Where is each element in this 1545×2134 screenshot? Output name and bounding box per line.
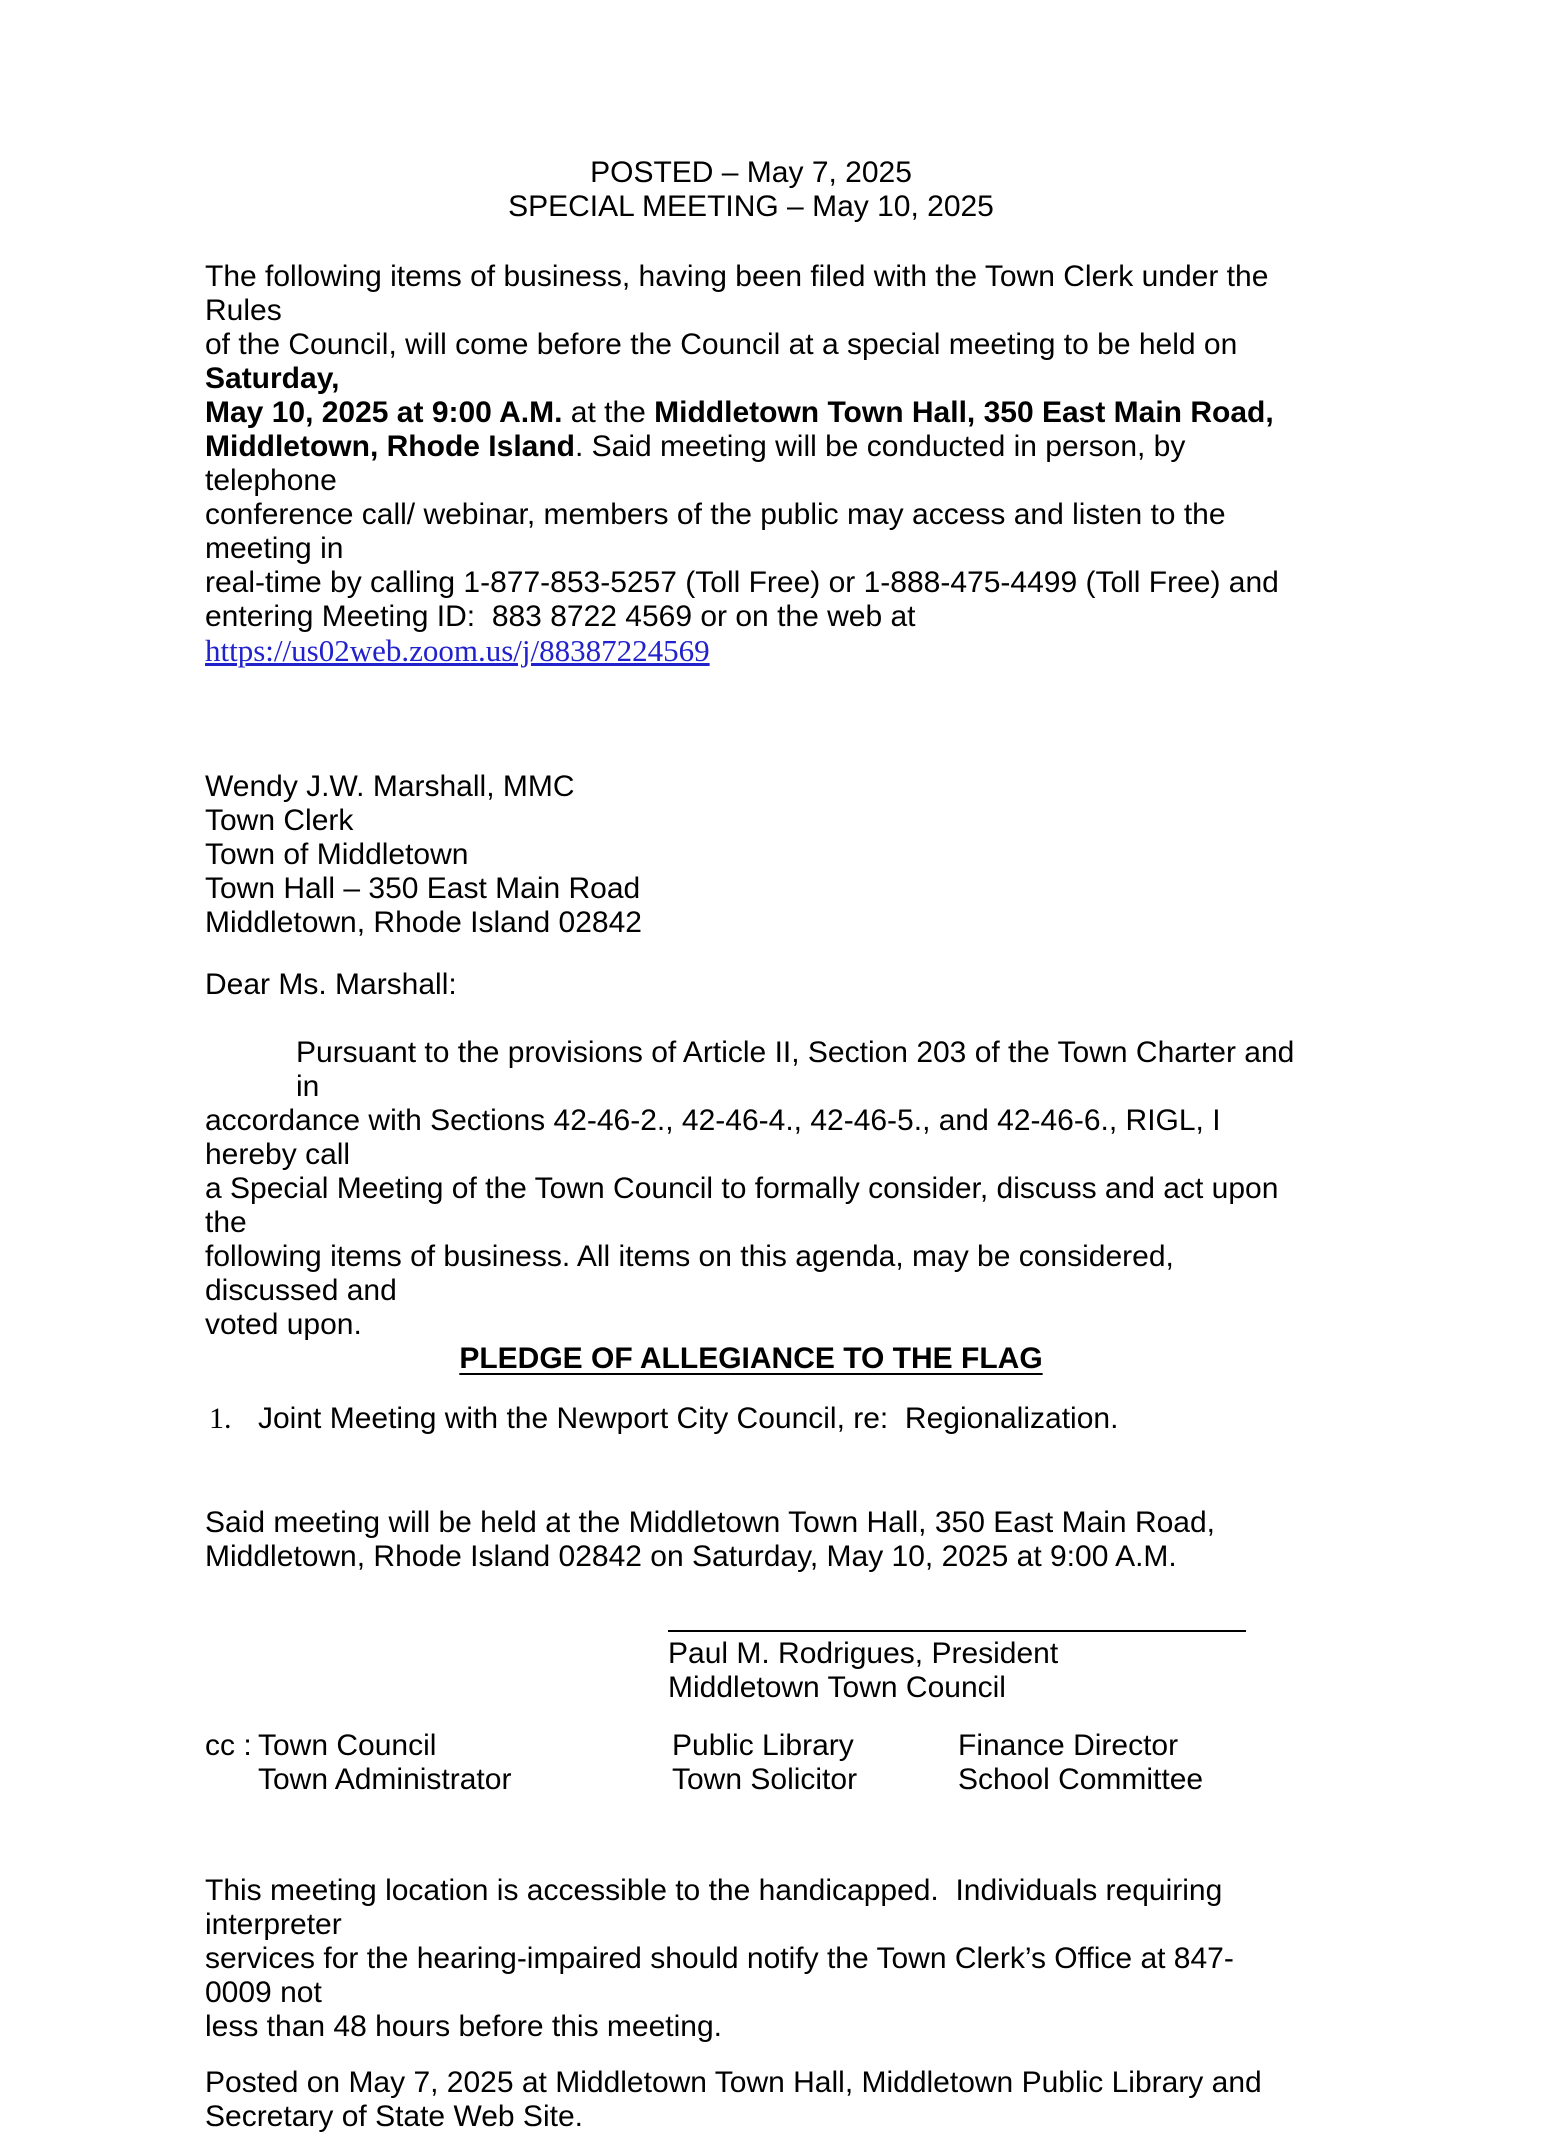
cc-column-1 — [258, 1729, 672, 1797]
text-line: Secretary of State Web Site. — [205, 2100, 583, 2133]
text-line: services for the hearing-impaired should notify the Town Clerk’s Office at 847-0009 not — [205, 1942, 1234, 2009]
text-segment: Middletown Town Hall, 350 East Main Road, — [654, 396, 1274, 429]
zoom-link-line — [205, 634, 1297, 669]
text-line: Town of Middletown — [205, 838, 469, 871]
pledge-heading: PLEDGE OF ALLEGIANCE TO THE FLAG — [459, 1342, 1043, 1375]
text-line: School Committee — [958, 1763, 1204, 1796]
text-line: Said meeting will be held at the Middletown Town Hall, 350 East Main Road, — [205, 1506, 1216, 1539]
recipient-address-block — [205, 770, 1297, 940]
text-line: following items of business. All items on this agenda, may be considered, discussed and — [205, 1240, 1183, 1307]
zoom-meeting-link[interactable]: https://us02web.zoom.us/j/88387224569 — [205, 633, 710, 668]
text-line: This meeting location is accessible to the handicapped. Individuals requiring interpreter — [205, 1874, 1231, 1941]
document-content — [205, 0, 1303, 2134]
posted-heading-line1: POSTED – May 7, 2025 — [590, 156, 912, 189]
cc-column-2 — [672, 1729, 958, 1797]
text-line — [205, 566, 1297, 600]
text-segment: Middletown, Rhode Island — [205, 430, 575, 463]
text-line — [205, 396, 1297, 430]
salutation: Dear Ms. Marshall: — [205, 968, 457, 1001]
meeting-intro-lines — [205, 260, 1297, 634]
text-line — [205, 430, 1297, 498]
text-line: less than 48 hours before this meeting. — [205, 2010, 722, 2043]
signature-name: Paul M. Rodrigues, President — [668, 1637, 1059, 1670]
text-line: Town Solicitor — [672, 1763, 858, 1796]
text-segment: . Said meeting will be conducted in person, by telephone — [205, 430, 1194, 497]
text-line — [205, 600, 1297, 634]
text-segment: entering Meeting ID: 883 8722 4569 or on the web at — [205, 600, 916, 633]
text-line — [205, 260, 1297, 328]
text-line: Public Library — [672, 1729, 854, 1762]
text-line: Posted on May 7, 2025 at Middletown Town Hall, Middletown Public Library and — [205, 2066, 1262, 2099]
text-line: Pursuant to the provisions of Article II, Section 203 of the Town Charter and in — [296, 1036, 1303, 1103]
text-segment: of the Council, will come before the Council at a special meeting to be held on — [205, 328, 1246, 361]
text-line: Town Council — [258, 1729, 437, 1762]
agenda-item-text: Joint Meeting with the Newport City Council, re: Regionalization. — [258, 1402, 1119, 1435]
text-segment: conference call/ webinar, members of the public may access and listen to the meeting in — [205, 498, 1234, 565]
special-meeting-heading-line2: SPECIAL MEETING – May 10, 2025 — [508, 190, 994, 223]
text-line: Town Clerk — [205, 804, 354, 837]
location-paragraph — [205, 1506, 1297, 1574]
cc-column-3 — [958, 1729, 1203, 1797]
text-line — [205, 328, 1297, 396]
posted-note-paragraph — [205, 2066, 1297, 2134]
text-line: Town Administrator — [258, 1763, 512, 1796]
text-segment: May 10, 2025 at 9:00 A.M. — [205, 396, 563, 429]
meeting-intro-paragraph — [205, 260, 1297, 669]
signature-org: Middletown Town Council — [668, 1671, 1006, 1704]
text-line: Finance Director — [958, 1729, 1179, 1762]
signature-block — [668, 1630, 1246, 1705]
text-line: Middletown, Rhode Island 02842 on Saturday, May 10, 2025 at 9:00 A.M. — [205, 1540, 1177, 1573]
text-line: Middletown, Rhode Island 02842 — [205, 906, 642, 939]
text-line: Town Hall – 350 East Main Road — [205, 872, 641, 905]
agenda-list — [205, 1402, 1297, 1436]
text-line — [205, 498, 1297, 566]
text-segment: Saturday, — [205, 362, 340, 395]
call-to-meeting-paragraph — [205, 1036, 1303, 1342]
text-segment: at the — [562, 396, 655, 429]
text-segment: The following items of business, having been filed with the Town Clerk under the Rules — [205, 260, 1277, 327]
text-line: voted upon. — [205, 1308, 362, 1341]
text-segment: real-time by calling 1-877-853-5257 (Toll Free) or 1-888-475-4499 (Toll Free) and — [205, 566, 1279, 599]
agenda-item — [205, 1402, 1297, 1436]
text-line: a Special Meeting of the Town Council to formally consider, discuss and act upon the — [205, 1172, 1287, 1239]
cc-block — [205, 1729, 1297, 1797]
text-line: Wendy J.W. Marshall, MMC — [205, 770, 575, 803]
posted-heading — [205, 156, 1297, 224]
cc-label: cc : — [205, 1729, 252, 1762]
text-line: accordance with Sections 42-46-2., 42-46-4., 42-46-5., and 42-46-6., RIGL, I hereby call — [205, 1104, 1229, 1171]
accessibility-paragraph — [205, 1874, 1297, 2044]
agenda-item-number: 1. — [209, 1402, 232, 1435]
